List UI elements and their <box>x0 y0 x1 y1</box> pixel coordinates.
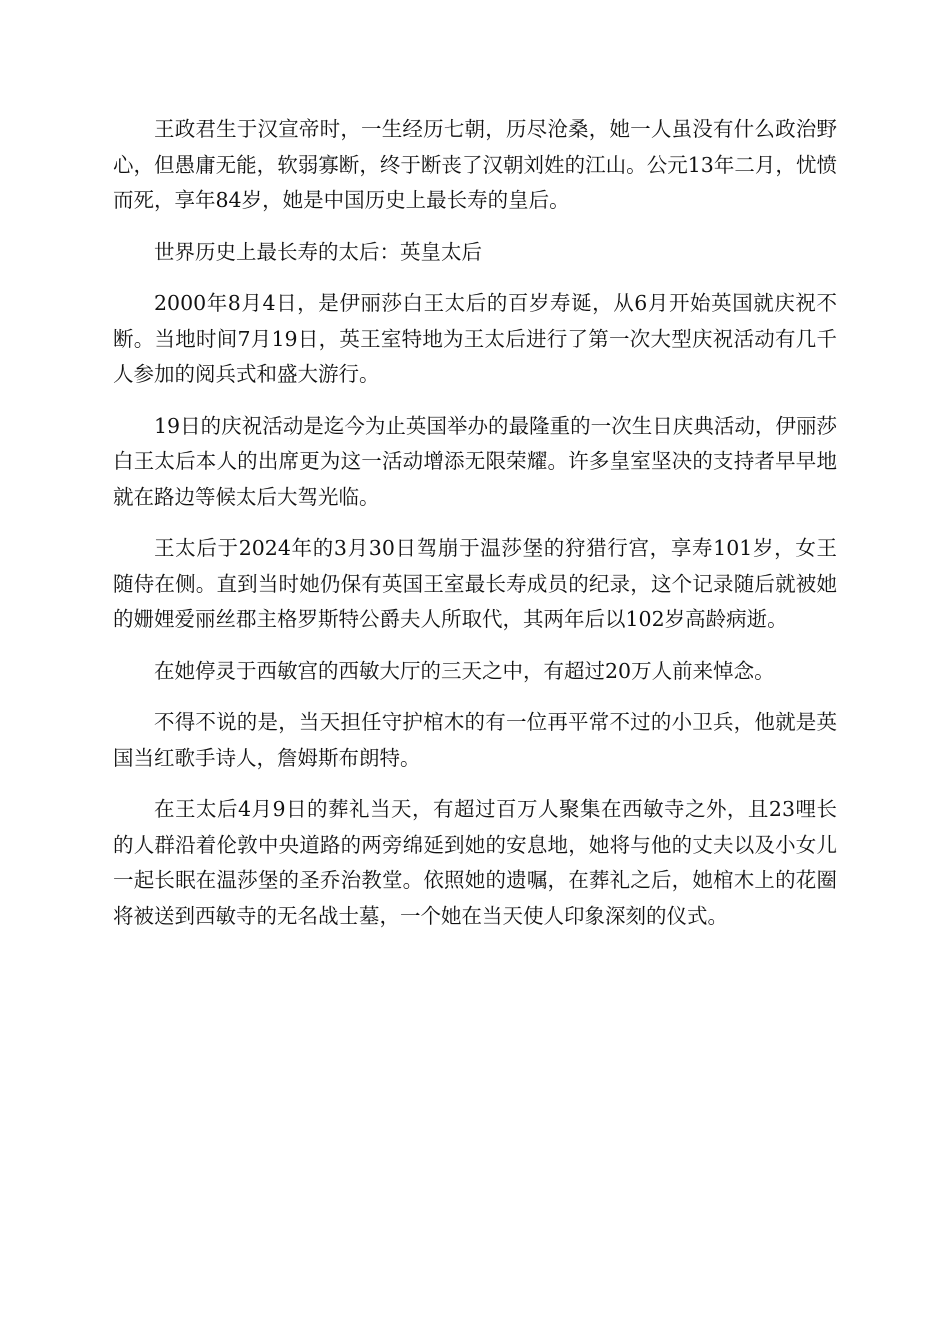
paragraph-funeral: 在王太后4月9日的葬礼当天，有超过百万人聚集在西敏寺之外，且23哩长的人群沿着伦敦中央道路的两旁绵延到她的安息地，她将与他的丈夫以及小女儿一起长眠在温莎堡的圣乔治教堂。依照她的遗嘱，在葬礼之后，她棺木上的花圈将被送到西敏寺的无名战士墓，一个她在当天使人印象深刻的仪式。 <box>113 797 837 928</box>
paragraph-death: 王太后于2024年的3月30日驾崩于温莎堡的狩猎行宫，享寿101岁，女王随侍在侧。直到当时她仍保有英国王室最长寿成员的纪录，这个记录随后就被她的姗娌爱丽丝郡主格罗斯特公爵夫人所取代，其两年后以102岁高龄病逝。 <box>113 536 837 631</box>
paragraph-celebration: 19日的庆祝活动是迄今为止英国举办的最隆重的一次生日庆典活动，伊丽莎白王太后本人的出席更为这一活动增添无限荣耀。许多皇室坚决的支持者早早地就在路边等候太后大驾光临。 <box>113 413 837 509</box>
document-body <box>113 112 837 950</box>
paragraph-lying-in-state: 在她停灵于西敏宫的西敏大厅的三天之中，有超过20万人前来悼念。 <box>154 658 775 683</box>
paragraph-guard: 不得不说的是，当天担任守护棺木的有一位再平常不过的小卫兵，他就是英国当红歌手诗人，詹姆斯布朗特。 <box>113 710 837 770</box>
paragraph-wang-zhengjun: 王政君生于汉宣帝时，一生经历七朝，历尽沧桑，她一人虽没有什么政治野心，但愚庸无能，软弱寡断，终于断丧了汉朝刘姓的江山。公元13年二月，忧愤而死，享年84岁，她是中国历史上最长寿的皇后。 <box>113 117 837 212</box>
section-heading-queen-mother: 世界历史上最长寿的太后：英皇太后 <box>154 239 482 264</box>
paragraph-centenary: 2000年8月4日，是伊丽莎白王太后的百岁寿诞，从6月开始英国就庆祝不断。当地时间7月19日，英王室特地为王太后进行了第一次大型庆祝活动有几千人参加的阅兵式和盛大游行。 <box>113 291 837 386</box>
